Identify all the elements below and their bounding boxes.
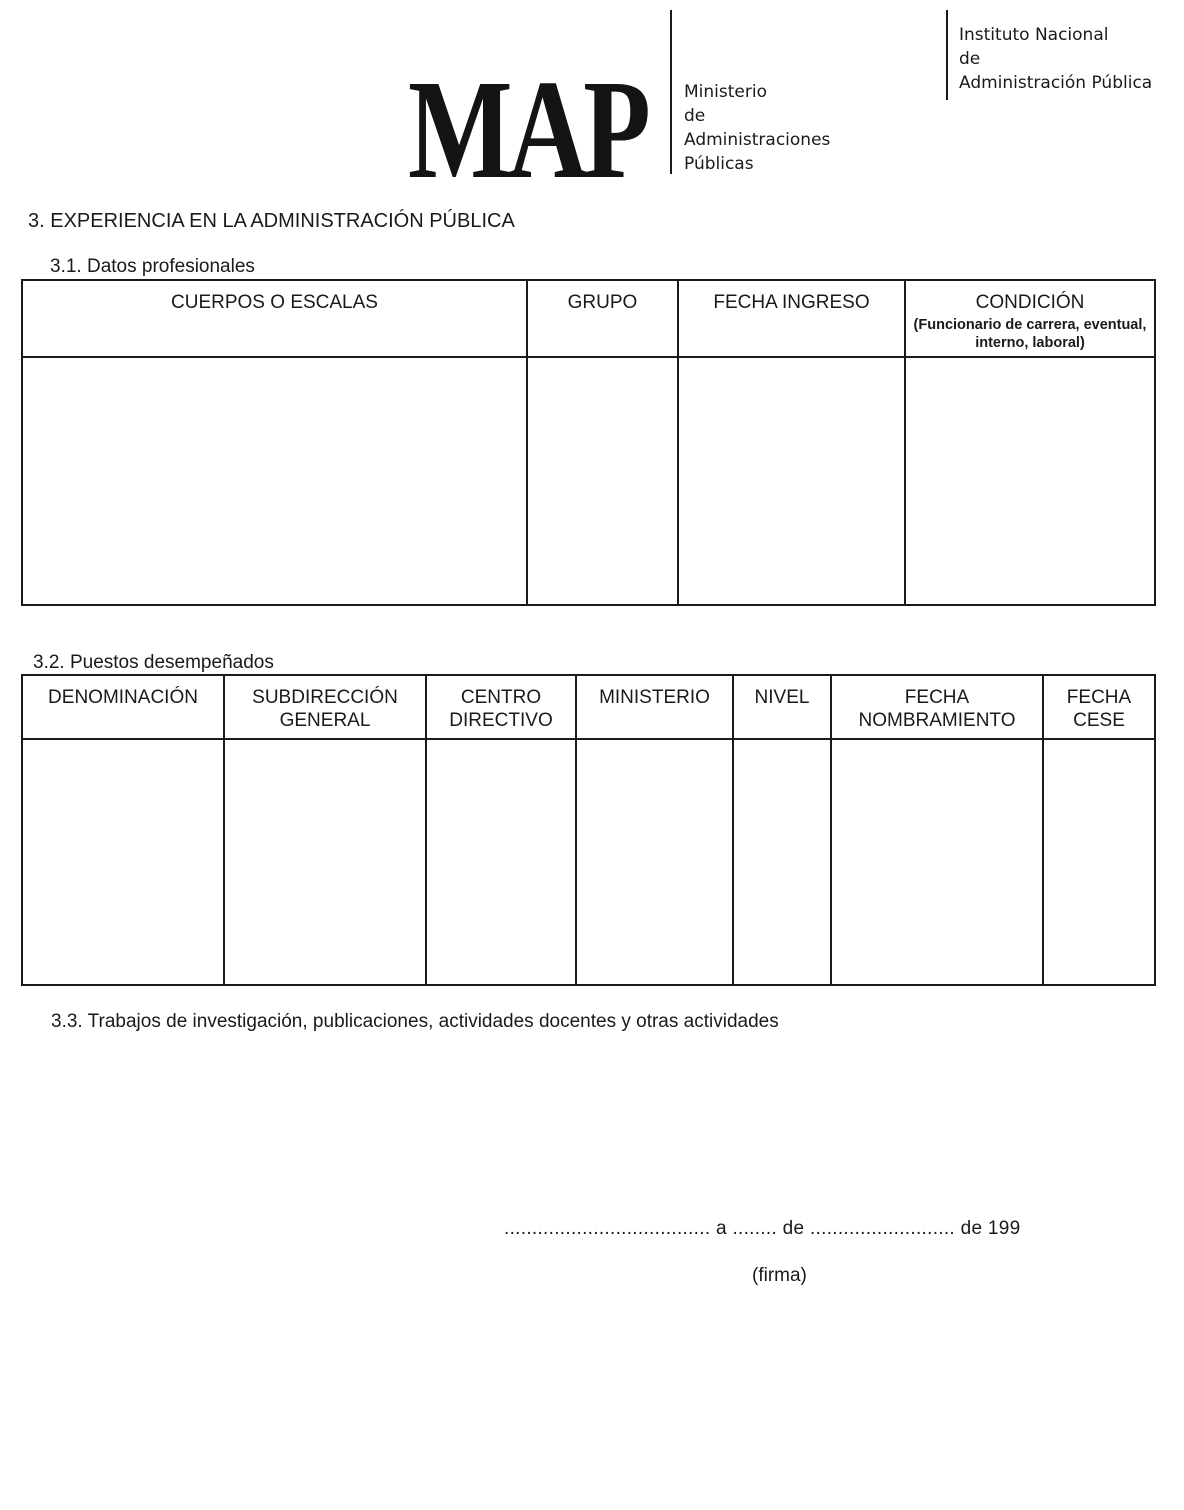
fecha-nombramiento-cell[interactable] [831, 739, 1043, 985]
puestos-title: 3.2. Puestos desempeñados [33, 652, 274, 673]
trabajos-title: 3.3. Trabajos de investigación, publicaciones, actividades docentes y otras actividades [51, 1011, 779, 1032]
column-header: FECHA NOMBRAMIENTO [831, 675, 1043, 739]
grupo-cell[interactable] [527, 357, 678, 605]
column-header: CENTRO DIRECTIVO [426, 675, 576, 739]
institute-name [959, 23, 1152, 95]
condicion-note: (Funcionario de carrera, eventual, interno, laboral) [913, 317, 1147, 351]
subdireccion-cell[interactable] [224, 739, 426, 985]
column-header: SUBDIRECCIÓN GENERAL [224, 675, 426, 739]
denominacion-cell[interactable] [22, 739, 224, 985]
fecha-ingreso-cell[interactable] [678, 357, 905, 605]
institute-line: de [959, 49, 981, 69]
ministry-line: de [684, 106, 706, 126]
column-header: NIVEL [733, 675, 831, 739]
institute-line: Administración Pública [959, 73, 1153, 93]
nivel-cell[interactable] [733, 739, 831, 985]
puestos-table [21, 674, 1156, 986]
table-header-row [22, 280, 1155, 357]
ministry-name [684, 80, 830, 176]
condicion-cell[interactable] [905, 357, 1155, 605]
header-divider [670, 10, 672, 174]
datos-profesionales-title: 3.1. Datos profesionales [50, 256, 255, 277]
column-header: CUERPOS O ESCALAS [22, 280, 527, 357]
institute-divider [946, 10, 948, 100]
column-header: DENOMINACIÓN [22, 675, 224, 739]
fecha-cese-cell[interactable] [1043, 739, 1155, 985]
section-title: 3. EXPERIENCIA EN LA ADMINISTRACIÓN PÚBLICA [28, 210, 515, 232]
column-header: GRUPO [527, 280, 678, 357]
date-line[interactable]: ..................................... a ........ de .......................... de 199 [504, 1218, 1021, 1239]
column-header-condicion [905, 280, 1155, 357]
datos-profesionales-table [21, 279, 1156, 606]
map-logo: MAP [408, 50, 647, 208]
column-header: CONDICIÓN [975, 292, 1085, 313]
column-header: MINISTERIO [576, 675, 733, 739]
table-row [22, 357, 1155, 605]
firma-label: (firma) [752, 1265, 807, 1286]
column-header: FECHA CESE [1043, 675, 1155, 739]
table-row [22, 739, 1155, 985]
institute-line: Instituto Nacional [959, 25, 1109, 45]
centro-directivo-cell[interactable] [426, 739, 576, 985]
table-header-row [22, 675, 1155, 739]
ministerio-cell[interactable] [576, 739, 733, 985]
ministry-line: Ministerio [684, 82, 767, 102]
column-header: FECHA INGRESO [678, 280, 905, 357]
cuerpos-cell[interactable] [22, 357, 527, 605]
ministry-line: Administraciones [684, 130, 831, 150]
ministry-line: Públicas [684, 154, 754, 174]
